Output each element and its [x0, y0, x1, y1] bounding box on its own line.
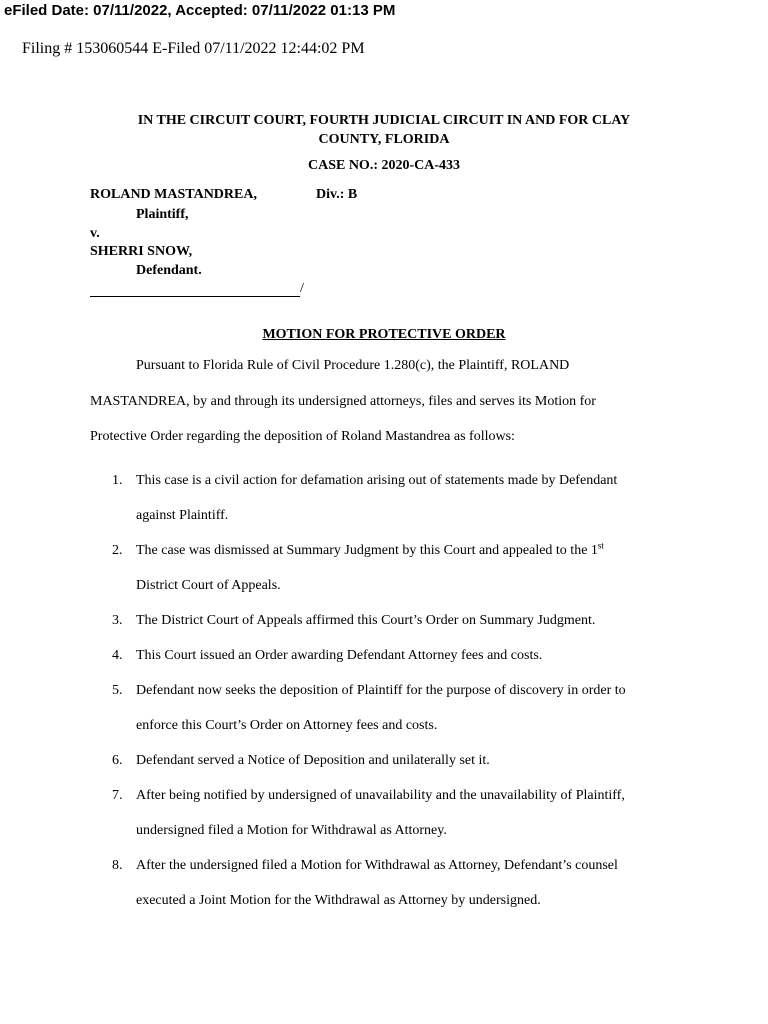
- list-item: [90, 743, 670, 778]
- list-item: [90, 778, 670, 848]
- ordinal-suffix: st: [597, 540, 604, 551]
- motion-title: MOTION FOR PROTECTIVE ORDER: [262, 327, 506, 342]
- item-line: This Court issued an Order awarding Defendant Attorney fees and costs.: [136, 648, 543, 663]
- item-text: The case was dismissed at Summary Judgment by this Court and appealed to the 1: [136, 543, 598, 558]
- court-heading: [90, 111, 678, 149]
- item-line: Defendant served a Notice of Deposition and unilaterally set it.: [136, 753, 490, 768]
- efiled-stamp: eFiled Date: 07/11/2022, Accepted: 07/11/2022 01:13 PM: [4, 2, 396, 19]
- court-heading-line2: COUNTY, FLORIDA: [318, 132, 450, 147]
- item-number: 7.: [112, 788, 123, 803]
- case-number: CASE NO.: 2020-CA-433: [307, 158, 461, 173]
- list-item: [90, 463, 670, 533]
- item-line: This case is a civil action for defamation arising out of statements made by Defendant: [136, 473, 618, 488]
- plaintiff-name: ROLAND MASTANDREA,: [90, 187, 257, 202]
- item-number: 3.: [112, 613, 123, 628]
- list-item: [90, 533, 670, 603]
- list-item: [90, 673, 670, 743]
- item-number: 8.: [112, 858, 123, 873]
- intro-paragraph: [90, 348, 670, 455]
- intro-line3: Protective Order regarding the deposition of Roland Mastandrea as follows:: [90, 429, 515, 444]
- item-number: 5.: [112, 683, 123, 698]
- item-number: 1.: [112, 473, 123, 488]
- court-heading-line1: IN THE CIRCUIT COURT, FOURTH JUDICIAL CIRCUIT IN AND FOR CLAY: [137, 113, 631, 128]
- item-line: enforce this Court’s Order on Attorney fees and costs.: [136, 718, 438, 733]
- division: Div.: B: [316, 187, 358, 202]
- plaintiff-role: Plaintiff,: [136, 207, 189, 222]
- caption-underline: [90, 296, 300, 297]
- item-line: [136, 533, 670, 568]
- list-item: [90, 848, 670, 918]
- intro-line2: MASTANDREA, by and through its undersigned attorneys, files and serves its Motion for: [90, 393, 596, 409]
- caption-slash: /: [300, 281, 304, 296]
- list-item: [90, 603, 670, 638]
- item-number: 2.: [112, 543, 123, 558]
- item-number: 4.: [112, 648, 123, 663]
- item-line: District Court of Appeals.: [136, 578, 281, 593]
- item-line: After the undersigned filed a Motion for Withdrawal as Attorney, Defendant’s counsel: [136, 858, 618, 873]
- numbered-list: [90, 463, 670, 918]
- defendant-name: SHERRI SNOW,: [90, 244, 193, 259]
- item-number: 6.: [112, 753, 123, 768]
- item-line: Defendant now seeks the deposition of Plaintiff for the purpose of discovery in order to: [136, 683, 626, 698]
- item-line: After being notified by undersigned of unavailability and the unavailability of Plaintiff,: [136, 788, 625, 803]
- filing-number: Filing # 153060544 E-Filed 07/11/2022 12:44:02 PM: [22, 40, 365, 57]
- item-line: undersigned filed a Motion for Withdrawal as Attorney.: [136, 823, 447, 838]
- item-line: The District Court of Appeals affirmed this Court’s Order on Summary Judgment.: [136, 613, 596, 628]
- intro-line1: Pursuant to Florida Rule of Civil Procedure 1.280(c), the Plaintiff, ROLAND: [136, 358, 570, 373]
- item-line: against Plaintiff.: [136, 508, 229, 523]
- item-line: executed a Joint Motion for the Withdrawal as Attorney by undersigned.: [136, 893, 541, 908]
- list-item: [90, 638, 670, 673]
- defendant-role: Defendant.: [136, 263, 202, 278]
- versus: v.: [90, 226, 100, 241]
